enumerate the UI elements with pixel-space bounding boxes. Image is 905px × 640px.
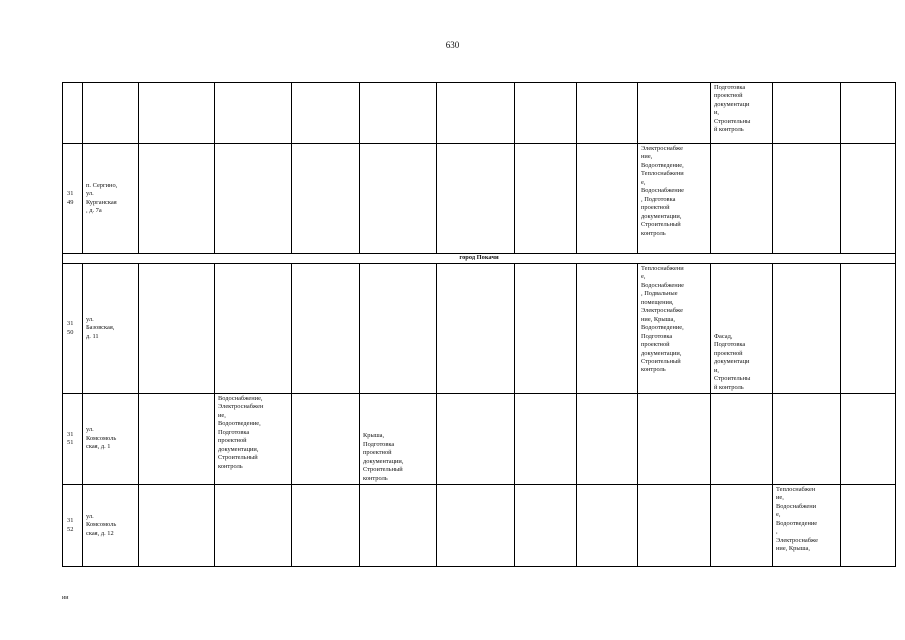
address-cell — [83, 83, 139, 144]
table-row — [63, 394, 896, 485]
table-cell — [360, 264, 437, 394]
work-types-cell: Теплоснабжени е, Водоснабжение , Подвальные помещения, Электроснабже ние, Крыша, Водоотведение, Подготовка проектной документации, Строительный контроль — [638, 264, 711, 394]
table-cell — [577, 264, 638, 394]
table-cell — [215, 485, 292, 567]
table-cell — [215, 144, 292, 254]
table-cell — [841, 264, 896, 394]
table-cell — [711, 144, 773, 254]
table-cell — [841, 485, 896, 567]
table-cell — [515, 264, 577, 394]
table-cell — [711, 485, 773, 567]
table-cell — [515, 394, 577, 485]
table-cell — [292, 264, 360, 394]
table-row — [63, 83, 896, 144]
table-cell — [292, 83, 360, 144]
row-number-cell: 31 49 — [63, 144, 83, 254]
table-cell — [437, 144, 515, 254]
table-cell — [773, 264, 841, 394]
table-cell — [773, 83, 841, 144]
city-name: город Покачи — [63, 254, 896, 264]
work-types-cell: Фасад, Подготовка проектной документаци и, Строительны й контроль — [711, 264, 773, 394]
table-cell — [515, 83, 577, 144]
row-number-cell — [63, 83, 83, 144]
table-cell — [292, 485, 360, 567]
table-cell — [437, 264, 515, 394]
table-cell — [841, 144, 896, 254]
footer-mark: ии — [62, 595, 69, 601]
table-cell — [215, 83, 292, 144]
table-row — [63, 264, 896, 394]
row-number-cell: 31 52 — [63, 485, 83, 567]
table-cell — [515, 485, 577, 567]
work-types-cell: Водоснабжение, Электроснабжен ие, Водоотведение, Подготовка проектной документации, Строительный контроль — [215, 394, 292, 485]
table-cell — [139, 394, 215, 485]
table-cell — [139, 264, 215, 394]
table-cell — [292, 394, 360, 485]
table-cell — [638, 394, 711, 485]
table-row — [63, 144, 896, 254]
table-cell — [360, 144, 437, 254]
table-row — [63, 485, 896, 567]
table-cell — [215, 264, 292, 394]
work-types-cell: Подготовка проектной документаци и, Строительны й контроль — [711, 83, 773, 144]
work-types-cell: Электроснабже ние, Водоотведение, Теплоснабжени е, Водоснабжение , Подготовка проектной документации, Строительный контроль — [638, 144, 711, 254]
table-cell — [841, 83, 896, 144]
table-cell — [773, 394, 841, 485]
address-cell: ул. Базовская, д. 11 — [83, 264, 139, 394]
table-cell — [360, 83, 437, 144]
row-number-cell: 31 51 — [63, 394, 83, 485]
repair-schedule-table — [62, 82, 896, 567]
address-cell: п. Сергино, ул. Курганская , д. 7а — [83, 144, 139, 254]
table-cell — [515, 144, 577, 254]
table-cell — [139, 485, 215, 567]
table-cell — [437, 83, 515, 144]
table-cell — [577, 144, 638, 254]
table-cell — [577, 394, 638, 485]
city-header-row — [63, 254, 896, 264]
work-types-cell: Теплоснабжен ие, Водоснабжени е, Водоотведение , Электроснабже ние, Крыша, — [773, 485, 841, 567]
table-cell — [360, 485, 437, 567]
table-cell — [577, 83, 638, 144]
address-cell: ул. Комсомоль ская, д. 12 — [83, 485, 139, 567]
table-cell — [292, 144, 360, 254]
work-types-cell: Крыша, Подготовка проектной документации, Строительный контроль — [360, 394, 437, 485]
table-cell — [139, 83, 215, 144]
table-cell — [577, 485, 638, 567]
table-cell — [638, 83, 711, 144]
table-cell — [841, 394, 896, 485]
row-number-cell: 31 50 — [63, 264, 83, 394]
table-cell — [773, 144, 841, 254]
table-cell — [711, 394, 773, 485]
table-cell — [638, 485, 711, 567]
table-cell — [139, 144, 215, 254]
address-cell: ул. Комсомоль ская, д. 1 — [83, 394, 139, 485]
table-cell — [437, 394, 515, 485]
table-cell — [437, 485, 515, 567]
page-number: 630 — [445, 40, 460, 50]
